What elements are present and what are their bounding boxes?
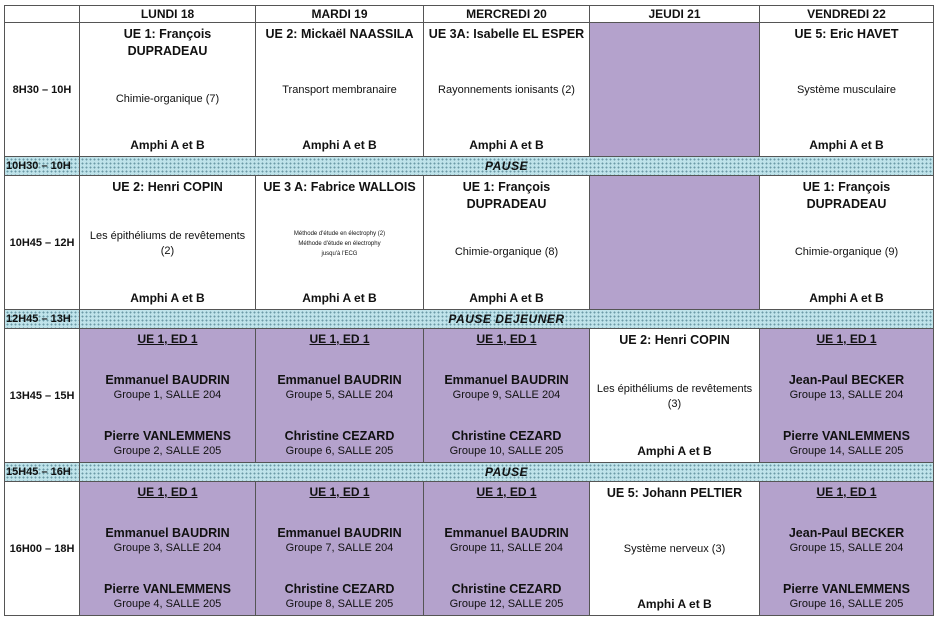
ue-title: UE 5: Eric HAVET	[794, 27, 899, 41]
ue-title: UE 5: Johann PELTIER	[606, 486, 743, 500]
pause-time-label: 12H45 – 13H	[5, 310, 80, 329]
day-header-monday: LUNDI 18	[80, 6, 256, 23]
room-label: Amphi A et B	[130, 291, 205, 305]
group-room: Groupe 12, SALLE 205	[449, 598, 564, 610]
pause-band	[80, 157, 934, 176]
teacher-name: Emmanuel BAUDRIN	[277, 526, 402, 540]
teacher-name: Emmanuel BAUDRIN	[105, 373, 230, 387]
time-label: 8H30 – 10H	[5, 23, 80, 157]
teacher-name: Pierre VANLEMMENS	[104, 582, 231, 596]
ed-title: UE 1, ED 1	[816, 485, 877, 499]
ed-cell	[80, 329, 256, 463]
ed-title: UE 1, ED 1	[309, 332, 370, 346]
day-header-wednesday: MERCREDI 20	[424, 6, 590, 23]
slot-row-1	[5, 23, 934, 157]
lecture-cell	[256, 23, 424, 157]
course-name: Rayonnements ionisants (2)	[438, 84, 575, 96]
teacher-name: Christine CEZARD	[451, 429, 562, 443]
course-name: Les épithéliums de revêtements (3)	[596, 382, 753, 410]
teacher-name: Christine CEZARD	[284, 429, 395, 443]
teacher-name: Jean-Paul BECKER	[788, 373, 905, 387]
ed-cell	[256, 329, 424, 463]
course-name: Transport membranaire	[282, 84, 397, 96]
room-label: Amphi A et B	[302, 138, 377, 152]
timetable	[4, 5, 934, 616]
pause-row	[5, 157, 934, 176]
group-room: Groupe 9, SALLE 204	[452, 389, 561, 401]
group-room: Groupe 16, SALLE 205	[789, 598, 904, 610]
ed-cell	[80, 482, 256, 616]
ed-title: UE 1, ED 1	[309, 485, 370, 499]
course-name: Chimie-organique (8)	[454, 245, 559, 258]
group-room: Groupe 8, SALLE 205	[285, 598, 394, 610]
course-name: jusqu'à l'ECG	[321, 250, 358, 257]
ed-title: UE 1, ED 1	[476, 332, 537, 346]
room-label: Amphi A et B	[302, 291, 377, 305]
course-name: Méthode d'étude en électrophy	[298, 240, 381, 247]
pause-label: PAUSE	[485, 465, 528, 479]
group-room: Groupe 1, SALLE 204	[113, 389, 222, 401]
course-name: Les épithéliums de revêtements (2)	[89, 229, 246, 257]
teacher-name: Christine CEZARD	[284, 582, 395, 596]
corner-cell	[5, 6, 80, 23]
teacher-name: Jean-Paul BECKER	[788, 526, 905, 540]
group-room: Groupe 10, SALLE 205	[449, 445, 564, 457]
pause-row	[5, 310, 934, 329]
slot-row-3	[5, 329, 934, 463]
room-label: Amphi A et B	[809, 138, 884, 152]
group-room: Groupe 15, SALLE 204	[789, 542, 904, 554]
pause-time-label: 15H45 – 16H	[5, 463, 80, 482]
ed-cell	[760, 329, 934, 463]
time-label: 16H00 – 18H	[5, 482, 80, 616]
group-room: Groupe 11, SALLE 204	[450, 542, 563, 554]
ed-cell	[424, 329, 590, 463]
header-row	[5, 6, 934, 23]
slot-row-4	[5, 482, 934, 616]
pause-band	[80, 463, 934, 482]
pause-label: PAUSE	[485, 159, 528, 173]
lecture-cell	[256, 176, 424, 310]
group-room: Groupe 14, SALLE 205	[789, 445, 904, 457]
room-label: Amphi A et B	[469, 291, 544, 305]
teacher-name: Emmanuel BAUDRIN	[444, 526, 569, 540]
teacher-name: Emmanuel BAUDRIN	[444, 373, 569, 387]
room-label: Amphi A et B	[469, 138, 544, 152]
ue-title: UE 2: Henri COPIN	[619, 333, 730, 347]
group-room: Groupe 6, SALLE 205	[285, 445, 394, 457]
empty-slot	[590, 23, 760, 157]
course-name: Système musculaire	[796, 84, 897, 96]
time-label: 13H45 – 15H	[5, 329, 80, 463]
day-header-thursday: JEUDI 21	[590, 6, 760, 23]
lecture-cell	[590, 329, 760, 463]
teacher-name: Pierre VANLEMMENS	[104, 429, 231, 443]
room-label: Amphi A et B	[809, 291, 884, 305]
ue-title: UE 1: François DUPRADEAU	[802, 180, 891, 211]
teacher-name: Emmanuel BAUDRIN	[277, 373, 402, 387]
ed-title: UE 1, ED 1	[137, 485, 198, 499]
lecture-cell	[424, 23, 590, 157]
lecture-cell	[590, 482, 760, 616]
course-name: Méthode d'étude en électrophy (2)	[293, 230, 386, 237]
pause-band	[80, 310, 934, 329]
room-label: Amphi A et B	[637, 444, 712, 458]
pause-row	[5, 463, 934, 482]
day-header-tuesday: MARDI 19	[256, 6, 424, 23]
lecture-cell	[80, 176, 256, 310]
lecture-cell	[760, 23, 934, 157]
room-label: Amphi A et B	[130, 138, 205, 152]
ue-title: UE 2: Mickaël NAASSILA	[265, 27, 414, 41]
lecture-cell	[80, 23, 256, 157]
empty-slot	[590, 176, 760, 310]
ed-cell	[424, 482, 590, 616]
ed-title: UE 1, ED 1	[476, 485, 537, 499]
teacher-name: Pierre VANLEMMENS	[783, 429, 910, 443]
course-name: Système nerveux (3)	[623, 543, 726, 555]
ed-cell	[760, 482, 934, 616]
room-label: Amphi A et B	[637, 597, 712, 611]
ue-title: UE 3 A: Fabrice WALLOIS	[263, 180, 416, 194]
teacher-name: Christine CEZARD	[451, 582, 562, 596]
ed-title: UE 1, ED 1	[816, 332, 877, 346]
day-header-friday: VENDREDI 22	[760, 6, 934, 23]
group-room: Groupe 2, SALLE 205	[113, 445, 222, 457]
ue-title: UE 1: François DUPRADEAU	[123, 27, 212, 58]
pause-time-label: 10H30 – 10H	[5, 157, 80, 176]
pause-label: PAUSE DEJEUNER	[448, 312, 565, 326]
group-room: Groupe 13, SALLE 204	[789, 389, 904, 401]
group-room: Groupe 5, SALLE 204	[285, 389, 394, 401]
ue-title: UE 3A: Isabelle EL ESPER	[428, 27, 585, 41]
lecture-cell	[424, 176, 590, 310]
teacher-name: Pierre VANLEMMENS	[783, 582, 910, 596]
time-label: 10H45 – 12H	[5, 176, 80, 310]
group-room: Groupe 7, SALLE 204	[285, 542, 394, 554]
group-room: Groupe 4, SALLE 205	[113, 598, 222, 610]
ue-title: UE 2: Henri COPIN	[112, 180, 223, 194]
ed-cell	[256, 482, 424, 616]
course-name: Chimie-organique (7)	[115, 92, 220, 105]
teacher-name: Emmanuel BAUDRIN	[105, 526, 230, 540]
ed-title: UE 1, ED 1	[137, 332, 198, 346]
slot-row-2	[5, 176, 934, 310]
course-name: Chimie-organique (9)	[794, 245, 899, 258]
group-room: Groupe 3, SALLE 204	[113, 542, 222, 554]
ue-title: UE 1: François DUPRADEAU	[462, 180, 551, 211]
lecture-cell	[760, 176, 934, 310]
